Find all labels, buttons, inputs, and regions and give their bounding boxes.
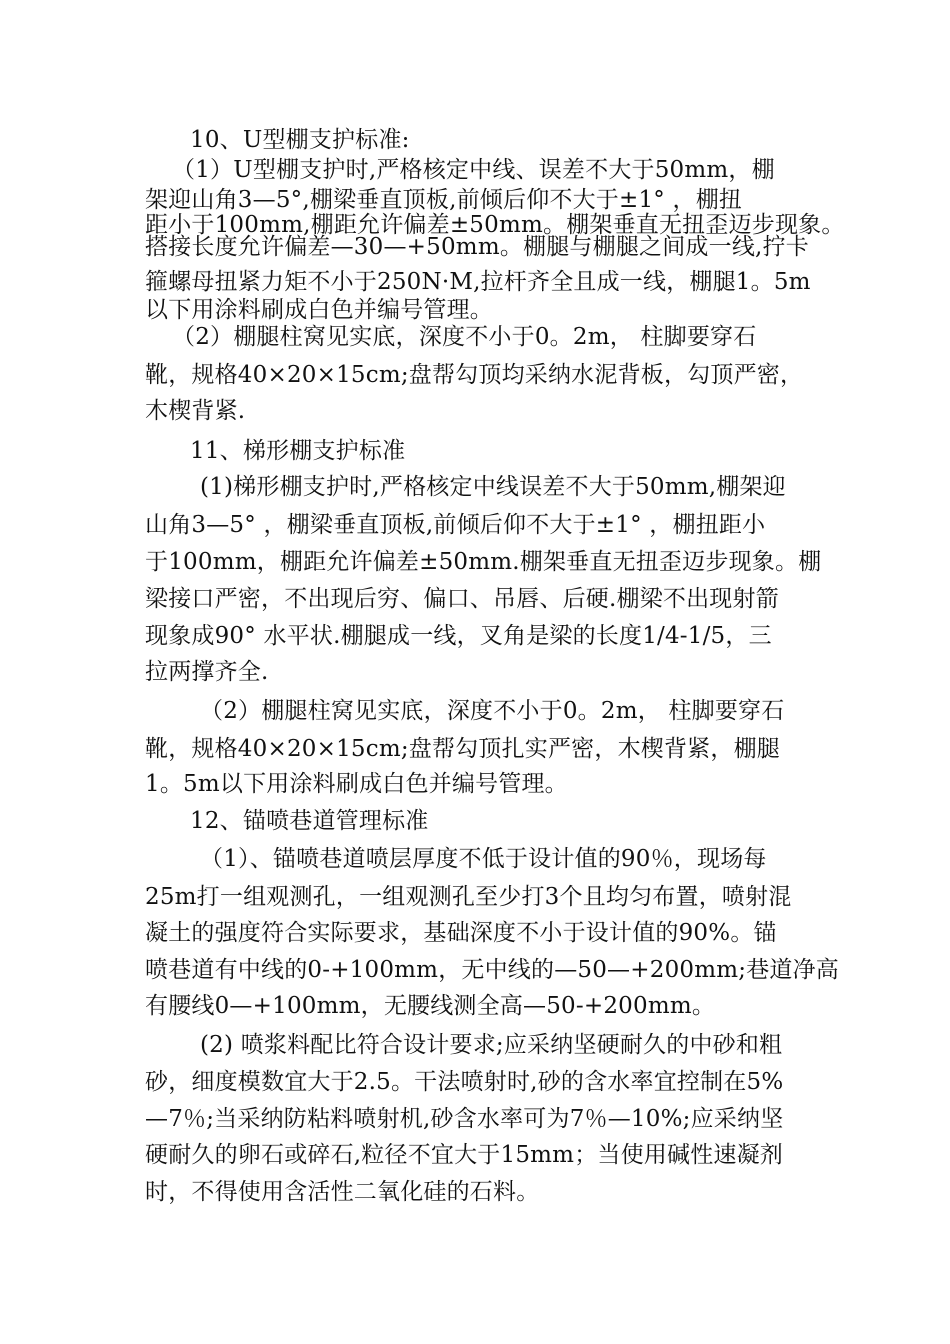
paragraph-line: 靴，规格40×20×15cm;盘帮勾顶均采纳水泥背板，勾顶严密， [145,362,804,388]
paragraph-line: 山角3—5° ，棚梁垂直顶板,前倾后仰不大于±1° ，棚扭距小 [145,512,766,538]
paragraph-line: 现象成90° 水平状.棚腿成一线，叉角是梁的长度1/4-1/5，三 [145,623,772,649]
paragraph-line: (1)梯形棚支护时,严格核定中线误差不大于50mm,棚架迎 [200,474,786,500]
paragraph-line: 25m打一组观测孔，一组观测孔至少打3个且均匀布置，喷射混 [145,884,792,910]
paragraph-line: 1。5m以下用涂料刷成白色并编号管理。 [145,771,568,797]
paragraph-line: 凝土的强度符合实际要求，基础深度不小于设计值的90%。锚 [145,920,777,946]
section-heading-12: 12、锚喷巷道管理标准 [190,808,429,834]
paragraph-line: 靴，规格40×20×15cm;盘帮勾顶扎实严密，木楔背紧，棚腿 [145,736,780,762]
paragraph-line: —7％;当采纳防粘料喷射机,砂含水率可为7％—10%;应采纳坚 [145,1106,784,1132]
paragraph-line: 箍螺母扭紧力矩不小于250N·M,拉杆齐全且成一线，棚腿1。5m [145,269,811,295]
paragraph-line: 喷巷道有中线的0-+100mm，无中线的—50—+200mm;巷道净高 [145,957,840,983]
paragraph-line: 有腰线0—+100mm，无腰线测全高—50-+200mm。 [145,993,716,1019]
section-heading-11: 11、梯形棚支护标准 [190,438,406,464]
paragraph-line: （2）棚腿柱窝见实底，深度不小于0。2m， 柱脚要穿石 [200,698,785,724]
paragraph-line: (2) 喷浆料配比符合设计要求;应采纳坚硬耐久的中砂和粗 [200,1032,783,1058]
paragraph-line: 架迎山角3—5°,棚梁垂直顶板,前倾后仰不大于±1° ，棚扭 [145,187,743,213]
paragraph-line: （1）、锚喷巷道喷层厚度不低于设计值的90％，现场每 [200,846,767,872]
paragraph-line: 距小于100mm,棚距允许偏差±50mm。棚架垂直无扭歪迈步现象。 [145,212,845,238]
paragraph-line: 拉两撑齐全. [145,659,269,685]
paragraph-line: 梁接口严密，不出现后穷、偏口、吊唇、后硬.棚梁不出现射箭 [145,586,779,612]
paragraph-line: 以下用涂料刷成白色并编号管理。 [145,297,493,323]
paragraph-line: 木楔背紧. [145,398,246,424]
paragraph-line: 搭接长度允许偏差—30—+50mm。棚腿与棚腿之间成一线,拧卡 [145,234,809,260]
paragraph-line: 时，不得使用含活性二氧化硅的石料。 [145,1179,540,1205]
section-heading-10: 10、U型棚支护标准: [190,127,410,153]
paragraph-line: 硬耐久的卵石或碎石,粒径不宜大于15mm；当使用碱性速凝剂 [145,1142,783,1168]
paragraph-line: （2）棚腿柱窝见实底，深度不小于0。2m， 柱脚要穿石 [172,324,757,350]
paragraph-line: 于100mm，棚距允许偏差±50mm.棚架垂直无扭歪迈步现象。棚 [145,549,822,575]
paragraph-line: 砂，细度模数宜大于2.5。干法喷射时,砂的含水率宜控制在5% [145,1069,784,1095]
paragraph-line: （1）U型棚支护时,严格核定中线、误差不大于50mm，棚 [172,157,775,183]
